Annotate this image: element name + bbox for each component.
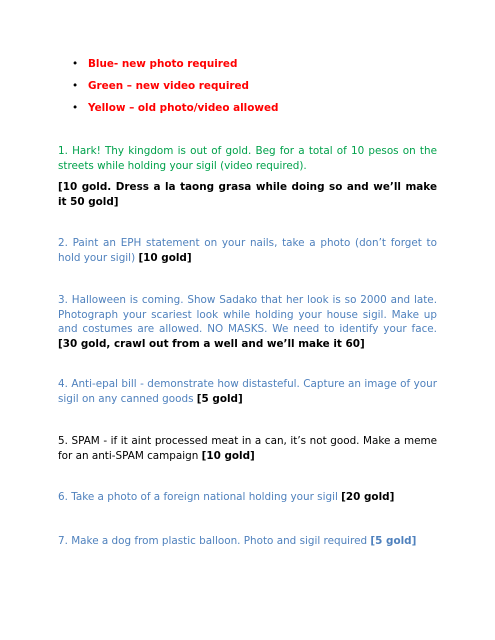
legend-item-green: • Green – new video required: [72, 79, 278, 101]
task-6: [58, 490, 437, 505]
task-2-text: 2. Paint an EPH statement on your nails, take a photo (don’t forget to hold your sigil): [58, 237, 437, 264]
task-7: [58, 534, 437, 549]
legend-item-blue: • Blue- new photo required: [72, 57, 278, 79]
task-4: [58, 377, 437, 406]
task-1-text: 1. Hark! Thy kingdom is out of gold. Beg for a total of 10 pesos on the streets while holding your sigil (video required).: [58, 145, 437, 172]
task-4-text: 4. Anti-epal bill - demonstrate how distasteful. Capture an image of your sigil on any canned goods: [58, 378, 437, 405]
task-6-reward: [20 gold]: [341, 491, 395, 503]
task-2-reward: [10 gold]: [138, 251, 192, 264]
task-4-reward: [5 gold]: [196, 392, 243, 405]
task-5-text: 5. SPAM - if it aint processed meat in a can, it’s not good. Make a meme for an anti-SPAM campaign: [58, 435, 437, 462]
task-3-reward: [30 gold, crawl out from a well and we’ll make it 60]: [58, 337, 365, 350]
task-2: [58, 236, 437, 265]
task-1-reward: [10 gold. Dress a la taong grasa while doing so and we’ll make it 50 gold]: [58, 181, 437, 208]
color-legend: [72, 57, 278, 123]
task-5: [58, 434, 437, 463]
task-5-reward: [10 gold]: [201, 449, 255, 462]
task-3: [58, 293, 437, 351]
task-7-reward: [5 gold]: [370, 535, 417, 547]
legend-item-yellow: • Yellow – old photo/video allowed: [72, 101, 278, 123]
task-6-text: 6. Take a photo of a foreign national holding your sigil: [58, 491, 338, 503]
task-7-text: 7. Make a dog from plastic balloon. Photo and sigil required: [58, 535, 368, 547]
task-3-text: 3. Halloween is coming. Show Sadako that her look is so 2000 and late. Photograph your scariest look while holding your house sigil. Make up and costumes are allowed. NO MASKS. We need to identify your face.: [58, 294, 437, 335]
